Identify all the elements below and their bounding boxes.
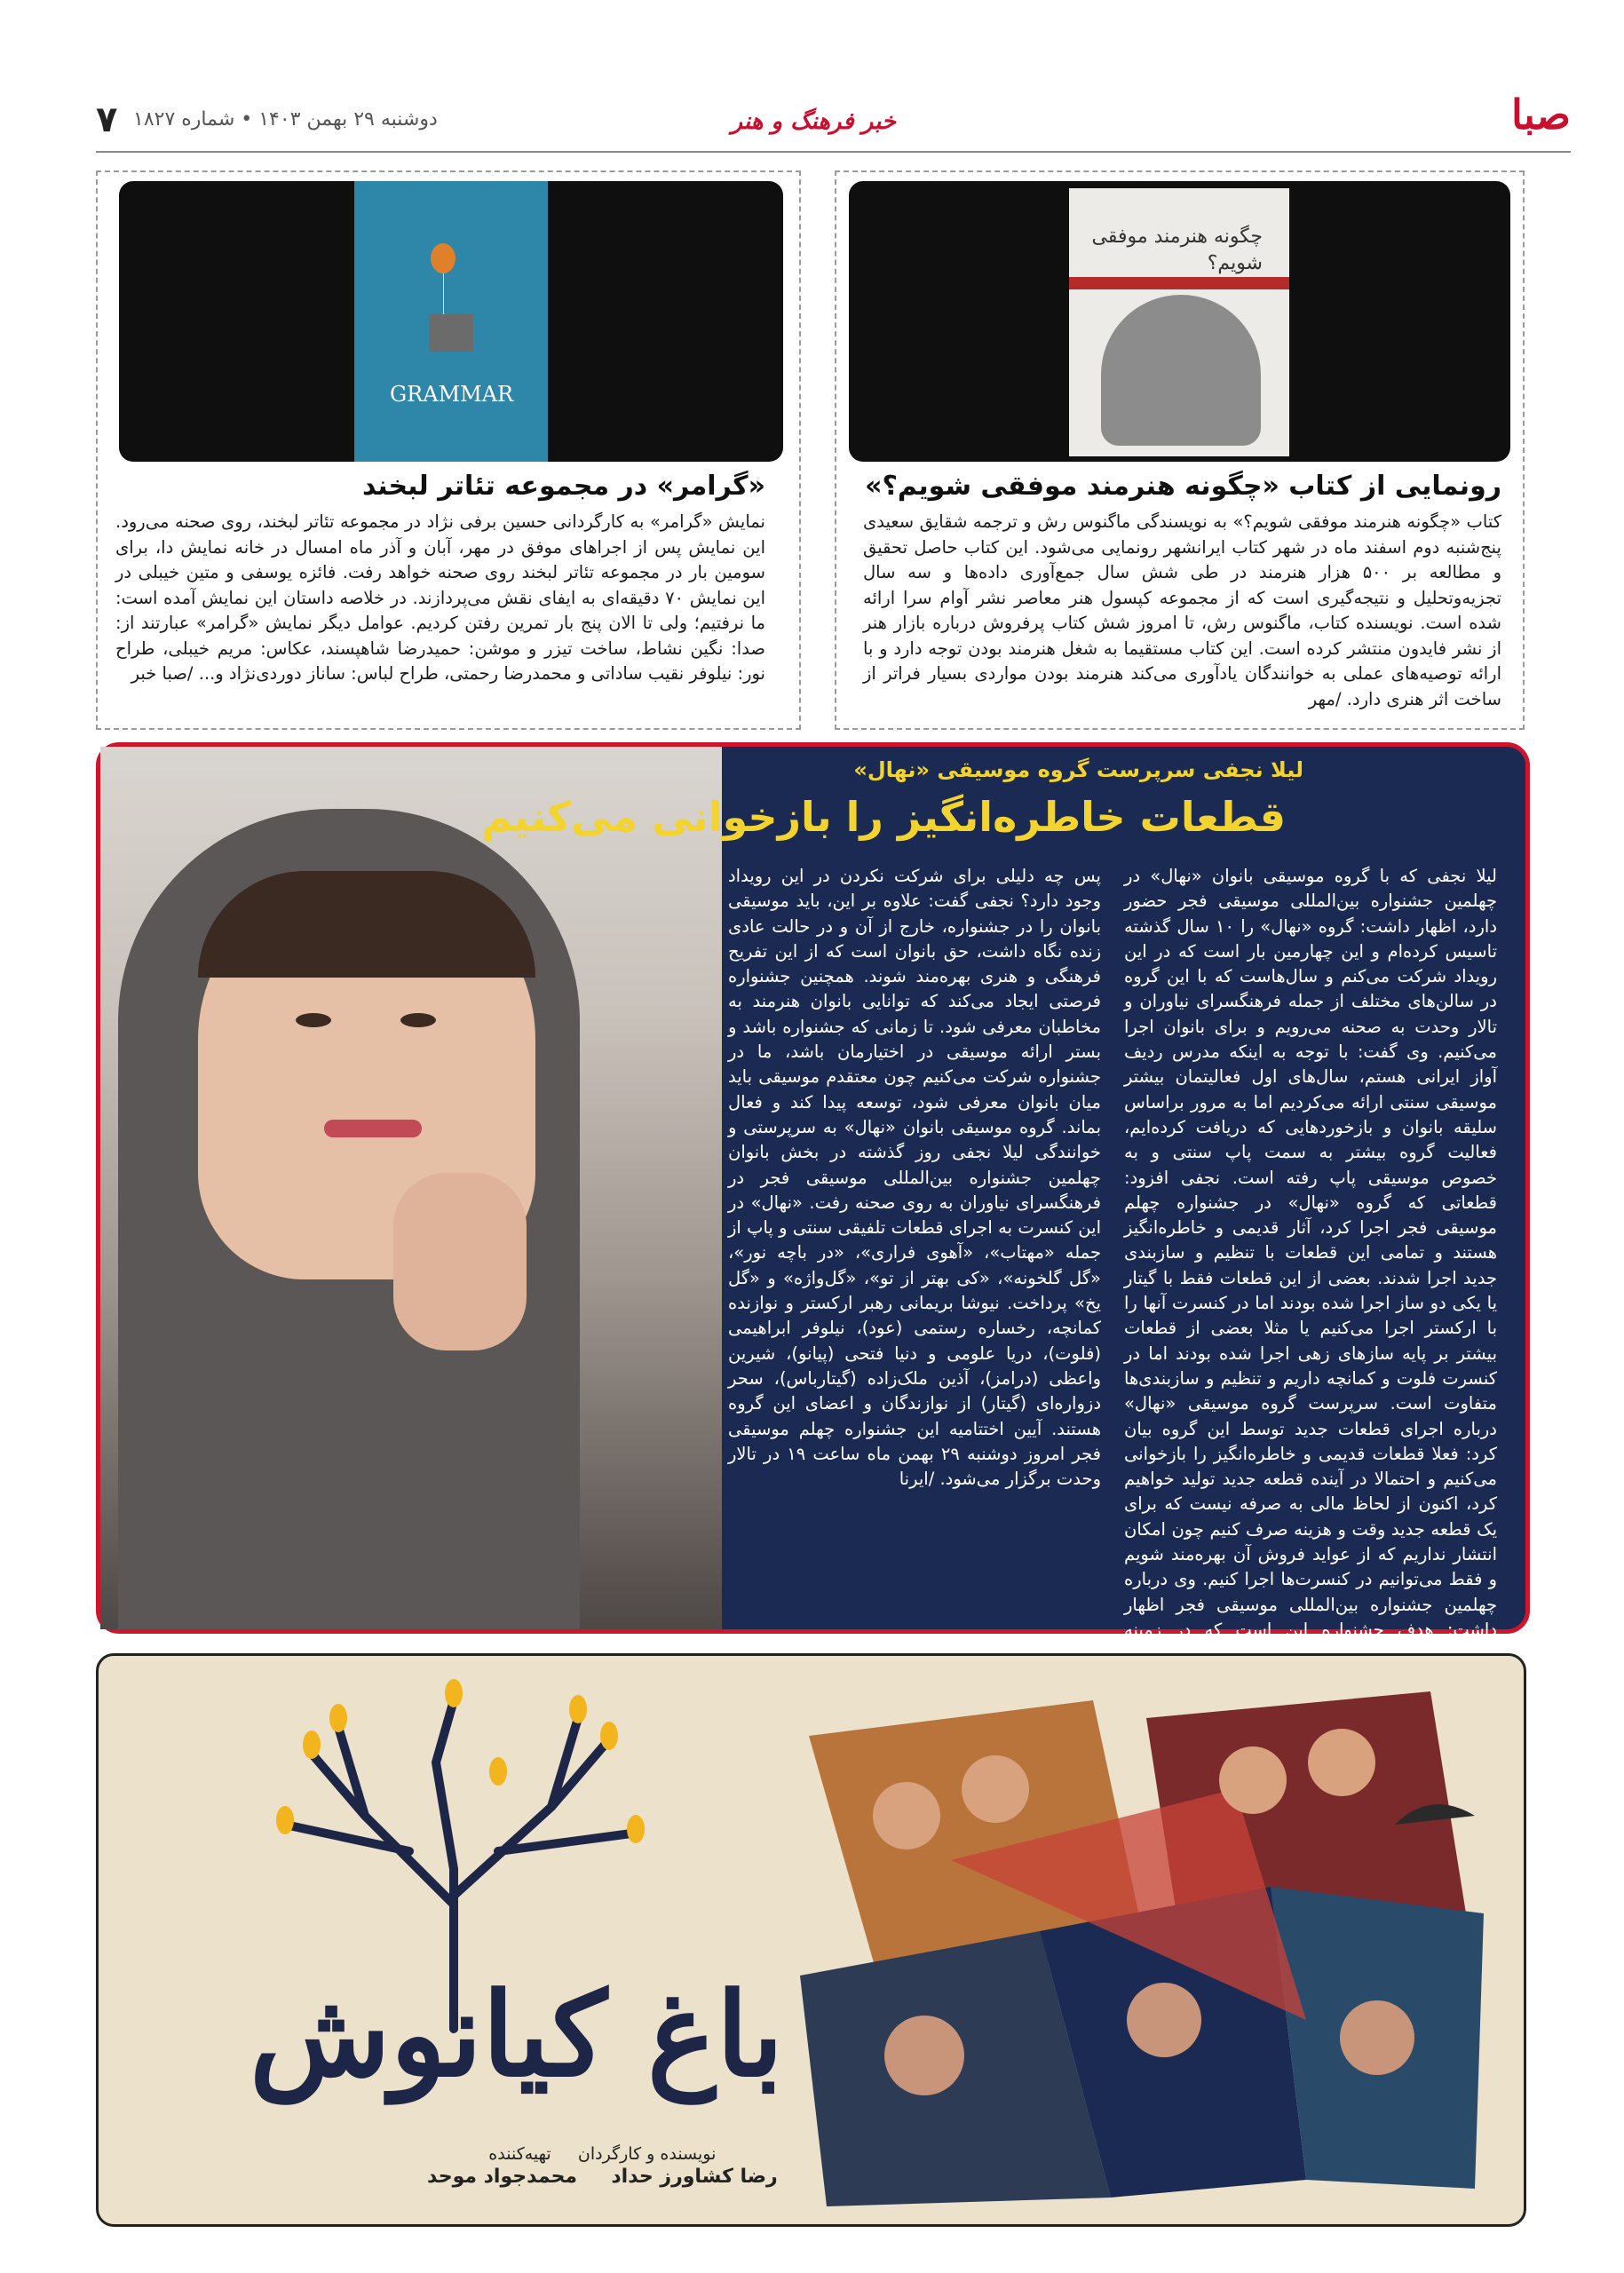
issue-info: دوشنبه ۲۹ بهمن ۱۴۰۳ • شماره ۱۸۲۷ <box>133 108 438 131</box>
producer-name: محمدجواد موحد <box>427 2166 578 2188</box>
house-icon <box>429 314 473 352</box>
hair-shape <box>198 871 535 978</box>
page-number: ۷ <box>96 99 118 140</box>
news-item-book-launch <box>835 170 1525 730</box>
page-header <box>0 0 1624 151</box>
news-headline[interactable]: رونمایی از کتاب «چگونه هنرمند موفقی شویم؟» <box>865 471 1501 502</box>
news-body: نمایش «گرامر» به کارگردانی حسین برفی نژاد در مجموعه تئاتر لبخند، روی صحنه می‌رود. این نمایش پس از اجراهای موفق در مهر، آبان و آذر ماه امسال در خانه نمایش دا، برای سومین بار در مجموعه تئاتر لبخند روی صحنه خواهد رفت. فائزه یوسفی و متین خیبلی در این نمایش ۷۰ دقیقه‌ای به ایفای نقش می‌پردازند. در خلاصه داستان این نمایش آمده است: ما نرفتیم؛ ولی تا الان پنج بار تمرین رفتن کردیم. عوامل دیگر نمایش «گرامر» عبارتند از: صدا: نگین نشاط، ساخت تیزر و موشن: حمیدرضا شاهپسند، عکاس: مریم خیبلی، طراح نور: نیلوفر نقیب ساداتی و محمدرضا رحمتی، طراح لباس: ساناز دوردی‌نژاد و... /صبا خبر <box>115 511 765 684</box>
eye-left <box>296 1013 331 1027</box>
news-item-grammar-play <box>96 170 801 730</box>
film-title: باغ کیانوش <box>250 1967 784 2103</box>
feature-column-left: پس چه دلیلی برای شرکت نکردن در این رویداد وجود دارد؟ نجفی گفت: علاوه بر این، باید موسیقی بانوان را در جشنواره، خارج از آن و در حالت عادی زنده نگاه داشت، حق بانوان است که از این تفریح فرهنگی و هنری بهره‌مند شوند. همچنین جشنواره فرصتی ایجاد می‌کند که توانایی بانوان هنرمند به مخاطبان معرفی شود. تا زمانی که جشنواره باشد و بستر ارائه موسیقی در اختیارمان باشد، ما در جشنواره شرکت می‌کنیم چون معتقدم موسیقی باید میان بانوان معرفی شود، توسعه پیدا کند و فعال بماند. گروه موسیقی بانوان «نهال» به سرپرستی و خوانندگی لیلا نجفی روز گذشته در بخش بانوان چهلمین جشنواره بین‌المللی موسیقی فجر در فرهنگسرای نیاوران به روی صحنه رفت. «نهال» در این کنسرت به اجرای قطعات تلفیقی سنتی و پاپ از جمله «مهتاب»، «آهوی فراری»، «در باچه نور»، «گل گلخونه»، «کی بهتر از تو»، «گل‌واژه» و «گل یخ» پرداخت. نیوشا بریمانی رهبر ارکستر و نوازنده کمانچه، رخساره رستمی (عود)، نیلوفر ابراهیمی (فلوت)، دریا علومی و دنیا فتحی (پیانو)، شیرین واعظی (درامز)، آذین ملک‌زاده (گیتارباس)، سحر دزواره‌ای (گیتار) از نوازندگان و اعضای این گروه هستند. آیین اختتامیه این جشنواره چهلم موسیقی فجر امروز دوشنبه ۲۹ بهمن ماه ساعت ۱۹ در تالار وحدت برگزار می‌شود. /ایرنا <box>728 866 1101 1490</box>
author-portrait-icon <box>1101 295 1261 446</box>
news-body: کتاب «چگونه هنرمند موفقی شویم؟» به نویسندگی ماگنوس رش و ترجمه شقایق سعیدی پنج‌شنبه دوم اسفند ماه در شهر کتاب ایرانشهر رونمایی می‌شود. این کتاب حاصل تحقیق و مطالعه بر ۵۰۰ هزار هنرمند در طی شش سال جمع‌آوری داده‌ها و سه سال تجزیه‌وتحلیل و نتیجه‌گیری است که از مجموعه کپسول هنر معاصر نشر آوام سرا ارائه شده است. نویسنده کتاب، ماگنوس رش، تا امروز شش کتاب پرفروش درباره بازار هنر از نشر فایدون منتشر کرده است. این کتاب مستقیما به شغل هنرمند بودن توجه دارد و با ارائه توصیه‌های عملی به خوانندگان یادآوری می‌کند هنرمند بودن مواردی بسیار فراتر از ساخت اثر هنری دارد. /مهر <box>863 511 1501 709</box>
singer-portrait-photo <box>100 747 722 1629</box>
feature-article <box>96 742 1530 1640</box>
poster-title: GRAMMAR <box>390 382 514 407</box>
cast-collage-image <box>773 1683 1501 2206</box>
director-name: رضا کشاورز حداد <box>611 2166 778 2188</box>
director-label: نویسنده و کارگردان <box>577 2144 717 2164</box>
book-cover-title: چگونه هنرمند موفقی شویم؟ <box>1091 226 1263 274</box>
producer-label: تهیه‌کننده <box>488 2144 551 2164</box>
newspaper-logo[interactable]: صبا <box>1511 91 1571 139</box>
feature-title[interactable]: قطعات خاطره‌انگیز را بازخوانی می‌کنیم <box>481 793 1286 841</box>
film-credits <box>427 2142 778 2189</box>
play-poster-image <box>354 181 548 462</box>
poster-photo <box>119 181 783 462</box>
film-advertisement[interactable] <box>96 1653 1526 2227</box>
lips-shape <box>324 1120 422 1137</box>
book-photo <box>849 181 1510 462</box>
cover-band <box>1069 277 1289 289</box>
book-cover-image <box>1069 188 1289 456</box>
balloon-string <box>443 273 444 314</box>
balloon-icon <box>431 243 456 273</box>
feature-column-right: لیلا نجفی که با گروه موسیقی بانوان «نهال» در چهلمین جشنواره بین‌المللی موسیقی فجر حضور دارد، اظهار داشت: گروه «نهال» را ۱۰ سال گذشته تاسیس کرده‌ام و این چهارمین بار است که در این رویداد شرکت می‌کنم و سال‌هاست که با این گروه در سالن‌های مختلف از جمله فرهنگسرای نیاوران و تالار وحدت به صحنه می‌رویم و برای بانوان اجرا می‌کنیم. وی گفت: با توجه به اینکه مدرس ردیف آواز ایرانی هستم، سال‌های اول فعالیتمان بیشتر موسیقی سنتی ارائه می‌کردیم اما به مرور براساس سلیقه بانوان و بازخوردهایی که دریافت کرده‌ایم، فعالیت گروه بیشتر به سمت پاپ سنتی و به خصوص موسیقی پاپ رفته است. نجفی افزود: قطعاتی که گروه «نهال» در جشنواره چهلم موسیقی فجر اجرا کرد، آثار قدیمی و خاطره‌انگیز هستند و تمامی این قطعات با تنظیم و سازبندی جدید اجرا شدند. بعضی از این قطعات فقط با گیتار یا یکی دو ساز اجرا شده بودند اما در کنسرت آنها را با ارکستر اجرا می‌کنیم یا مثلا بعضی از قطعات بیشتر بر پایه سازهای زهی اجرا شده بودند اما در کنسرت فلوت و کمانچه داریم و تنظیم و سازبندی‌ها متفاوت است. سرپرست گروه موسیقی «نهال» درباره اجرای قطعات جدید توسط این گروه بیان کرد: فعلا قطعات قدیمی و خاطره‌انگیز را بازخوانی می‌کنیم و احتمالا در آینده قطعه جدید تولید خواهیم کرد، اکنون از لحاظ مالی به صرفه نیست که برای یک قطعه جدید وقت و هزینه صرف کنیم چون امکان انتشار نداریم که از عواید فروش آن بهره‌مند شویم و فقط می‌توانیم در کنسرت‌ها اجرا کنیم. وی درباره چهلمین جشنواره بین‌المللی موسیقی فجر اظهار داشت: هدف جشنواره این است که در زمینه <box>1124 866 1498 1640</box>
hand-shape <box>393 1173 527 1350</box>
news-headline[interactable]: «گرامر» در مجموعه تئاتر لبخند <box>361 471 765 502</box>
eye-right <box>400 1013 436 1027</box>
section-title: خبر فرهنگ و هنر <box>731 108 896 135</box>
feature-kicker: لیلا نجفی سرپرست گروه موسیقی «نهال» <box>853 757 1303 782</box>
header-divider <box>96 151 1571 153</box>
